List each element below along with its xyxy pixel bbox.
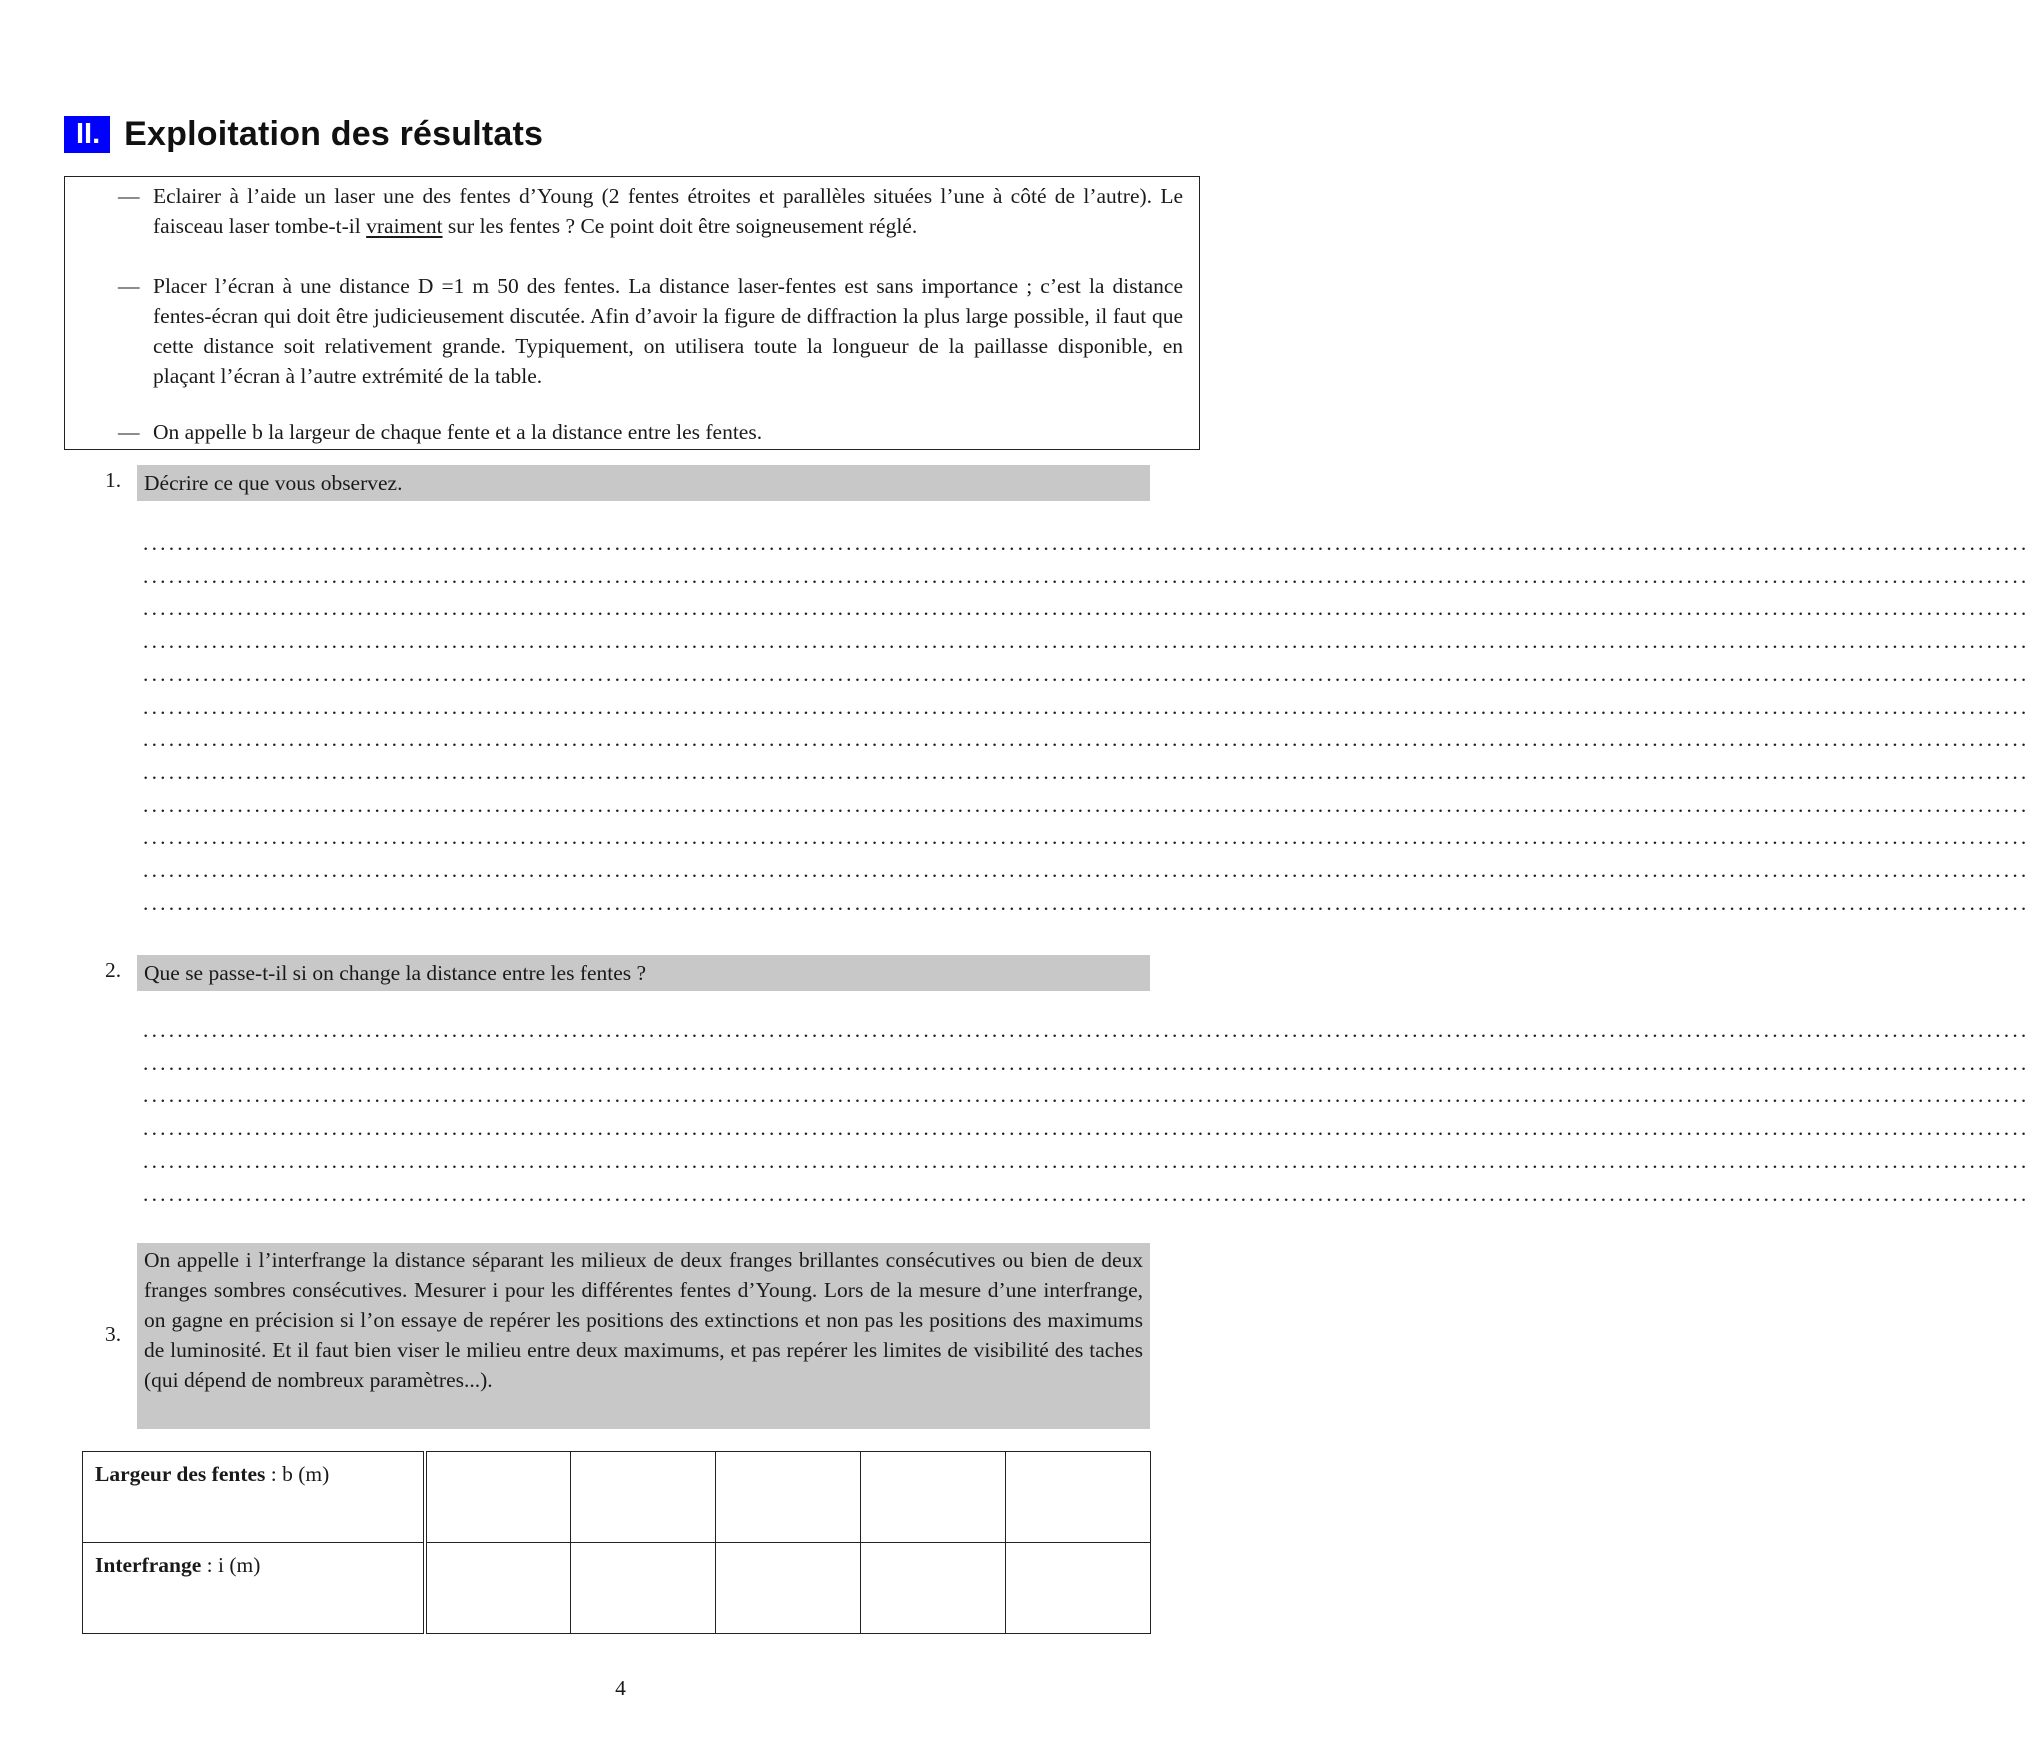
answer-line[interactable]: ............................................................................................................................................................................................................................ bbox=[143, 825, 2030, 850]
answer-line[interactable]: ............................................................................................................................................................................................................................ bbox=[143, 1083, 2030, 1108]
answer-line[interactable]: ............................................................................................................................................................................................................................ bbox=[143, 1018, 2030, 1042]
answer-line[interactable]: ............................................................................................................................................................................................................................ bbox=[143, 759, 2030, 784]
table-cell[interactable] bbox=[1005, 1452, 1150, 1543]
row-label-interfrange: Interfrange : i (m) bbox=[83, 1543, 426, 1634]
bullet-dash: — bbox=[118, 420, 140, 444]
answer-line[interactable]: ............................................................................................................................................................................................................................ bbox=[143, 890, 2030, 915]
table-cell[interactable] bbox=[860, 1543, 1005, 1634]
table-cell[interactable] bbox=[860, 1452, 1005, 1543]
bullet-dash: — bbox=[118, 274, 140, 298]
question-3: On appelle i l’interfrange la distance séparant les milieux de deux franges brillantes consécutives ou bien de deux franges sombres consécutives. Mesurer i pour les différentes fentes d’Young. Lors de la mesure d’une interfrange, on gagne en précision si l’on essaye de repérer les positions des extinctions et non pas les positions des maximums de luminosité. Et il faut bien viser le milieu entre deux maximums, et pas repérer les limites de visibilité des taches (qui dépend de nombreux paramètres...). bbox=[137, 1243, 1150, 1429]
answer-line[interactable]: ............................................................................................................................................................................................................................ bbox=[143, 792, 2030, 817]
table-cell[interactable] bbox=[425, 1543, 570, 1634]
answer-line[interactable]: ............................................................................................................................................................................................................................ bbox=[143, 1148, 2030, 1173]
instruction-text: On appelle b la largeur de chaque fente et a la distance entre les fentes. bbox=[153, 420, 763, 444]
table-cell[interactable] bbox=[715, 1543, 860, 1634]
answer-line[interactable]: ............................................................................................................................................................................................................................ bbox=[143, 661, 2030, 686]
answer-line[interactable]: ............................................................................................................................................................................................................................ bbox=[143, 858, 2030, 882]
table-cell[interactable] bbox=[715, 1452, 860, 1543]
page-number: 4 bbox=[615, 1676, 626, 1700]
section-heading bbox=[64, 114, 543, 154]
question-number: 1. bbox=[105, 468, 122, 492]
question-number: 3. bbox=[105, 1322, 122, 1346]
measurement-table bbox=[82, 1451, 1151, 1634]
table-row bbox=[83, 1543, 1151, 1634]
row-label-width: Largeur des fentes : b (m) bbox=[83, 1452, 426, 1543]
answer-line[interactable]: ............................................................................................................................................................................................................................ bbox=[143, 1116, 2030, 1141]
table-cell[interactable] bbox=[1005, 1543, 1150, 1634]
table-row bbox=[83, 1452, 1151, 1543]
question-number: 2. bbox=[105, 958, 122, 982]
answer-line[interactable]: ............................................................................................................................................................................................................................ bbox=[143, 1050, 2030, 1075]
answer-line[interactable]: ............................................................................................................................................................................................................................ bbox=[143, 531, 2030, 555]
table-cell[interactable] bbox=[425, 1452, 570, 1543]
section-numeral: II. bbox=[64, 116, 110, 153]
instructions-box bbox=[64, 176, 1200, 450]
section-title: Exploitation des résultats bbox=[124, 114, 544, 153]
question-2: Que se passe-t-il si on change la distance entre les fentes ? bbox=[137, 955, 1150, 991]
answer-line[interactable]: ............................................................................................................................................................................................................................ bbox=[143, 629, 2030, 654]
answer-line[interactable]: ............................................................................................................................................................................................................................ bbox=[143, 563, 2030, 588]
instruction-text: Eclairer à l’aide un laser une des fentes d’Young (2 fentes étroites et parallèles situées l’une à côté de l’autre). Le faisceau laser tombe-t-il vraiment sur les fentes ? Ce point doit être soigneusement réglé. bbox=[153, 184, 1183, 238]
answer-line[interactable]: ............................................................................................................................................................................................................................ bbox=[143, 1181, 2030, 1206]
question-1: Décrire ce que vous observez. bbox=[137, 465, 1150, 501]
bullet-dash: — bbox=[118, 184, 140, 208]
answer-line[interactable]: ............................................................................................................................................................................................................................ bbox=[143, 596, 2030, 621]
table-cell[interactable] bbox=[570, 1543, 715, 1634]
answer-line[interactable]: ............................................................................................................................................................................................................................ bbox=[143, 727, 2030, 752]
table-cell[interactable] bbox=[570, 1452, 715, 1543]
instruction-text: Placer l’écran à une distance D =1 m 50 des fentes. La distance laser-fentes est sans importance ; c’est la distance fentes-écran qui doit être judicieusement discutée. Afin d’avoir la figure de diffraction la plus large possible, il faut que cette distance soit relativement grande. Typiquement, on utilisera toute la longueur de la paillasse disponible, en plaçant l’écran à l’autre extrémité de la table. bbox=[153, 274, 1183, 388]
answer-line[interactable]: ............................................................................................................................................................................................................................ bbox=[143, 694, 2030, 719]
